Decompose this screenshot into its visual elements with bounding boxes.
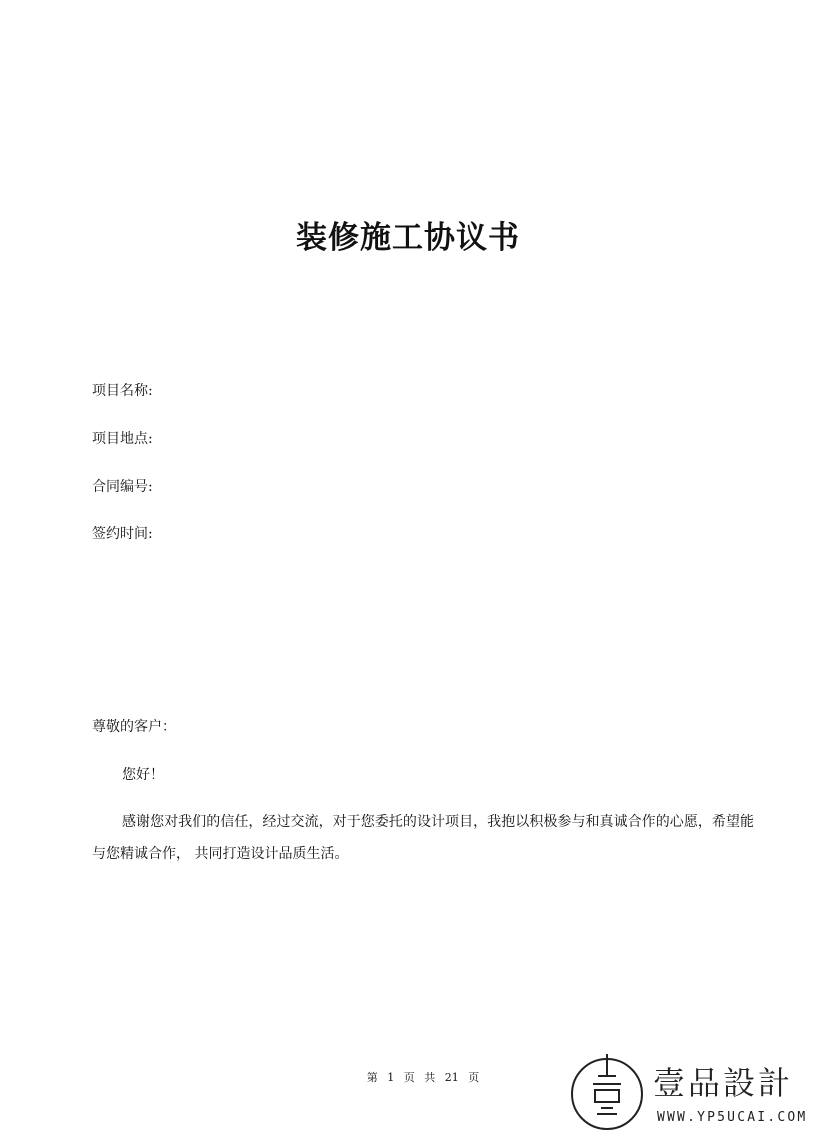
footer-page-number: 1: [387, 1071, 395, 1084]
greeting: 您好！: [122, 767, 164, 783]
watermark-logo: [565, 1052, 810, 1136]
footer-ye-2: 页: [468, 1071, 480, 1084]
watermark-name: 壹品設計: [653, 1064, 794, 1102]
seal-icon: [565, 1052, 649, 1136]
footer-ye: 页: [403, 1071, 415, 1084]
body-paragraph: 感谢您对我们的信任，经过交流，对于您委托的设计项目，我抱以积极参与和真诚合作的心愿，希望能与您精诚合作， 共同打造设计品质生活。: [92, 814, 754, 862]
footer-di: 第: [366, 1071, 378, 1084]
field-contract-number: 合同编号:: [92, 479, 153, 495]
watermark-url: WWW.YP5UCAI.COM: [657, 1110, 808, 1125]
document-title: 装修施工协议书: [296, 220, 520, 256]
footer-total-pages: 21: [444, 1071, 459, 1084]
field-signing-date: 签约时间:: [92, 526, 153, 542]
salutation: 尊敬的客户：: [92, 719, 176, 735]
footer-gong: 共: [424, 1071, 436, 1084]
field-project-location: 项目地点:: [92, 431, 153, 447]
field-project-name: 项目名称:: [92, 383, 153, 399]
